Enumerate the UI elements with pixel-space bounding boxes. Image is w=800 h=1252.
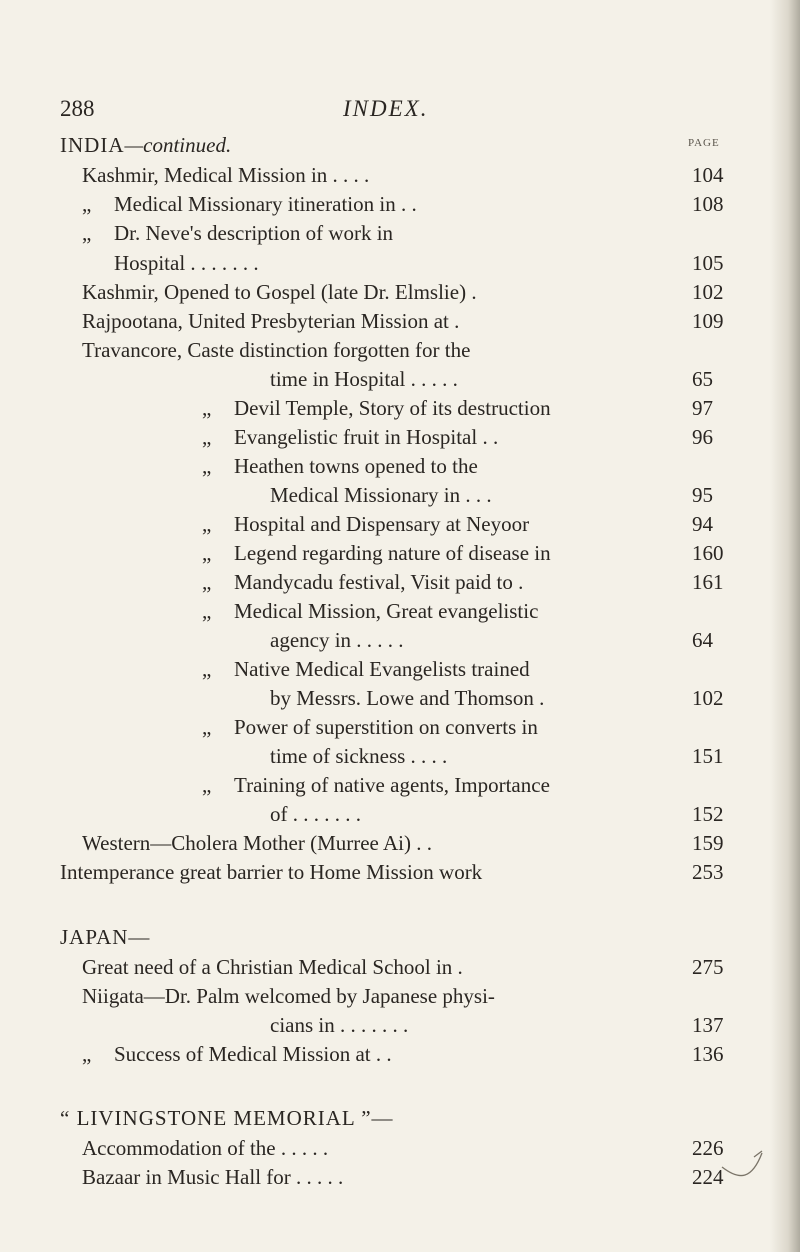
index-entry: „ Success of Medical Mission at . .	[82, 1039, 392, 1069]
entry-page: 136	[692, 1042, 724, 1066]
index-entry: Travancore, Caste distinction forgotten for the	[82, 338, 471, 362]
ditto-mark: „	[202, 773, 212, 797]
index-entry: „ Legend regarding nature of disease in	[202, 538, 551, 568]
index-entry: agency in . . . . .	[270, 628, 404, 652]
index-entry: Western—Cholera Mother (Murree Ai) . .	[82, 831, 432, 855]
ditto-mark: „	[202, 396, 212, 420]
index-entry: „ Native Medical Evangelists trained	[202, 654, 530, 684]
index-entry: by Messrs. Lowe and Thomson .	[270, 686, 545, 710]
entry-page: 64	[692, 628, 713, 652]
entry-page: 97	[692, 396, 713, 420]
ditto-mark: „	[82, 192, 92, 216]
ditto-mark: „	[202, 541, 212, 565]
ditto-mark: „	[202, 599, 212, 623]
page-column-header: PAGE	[688, 137, 720, 149]
entry-page: 96	[692, 425, 713, 449]
index-entry: of . . . . . . .	[270, 802, 361, 826]
entry-page: 105	[692, 251, 724, 275]
entry-page: 151	[692, 744, 724, 768]
index-entry: time of sickness . . . .	[270, 744, 448, 768]
index-entry: Niigata—Dr. Palm welcomed by Japanese physi-	[82, 984, 495, 1008]
index-entry: Kashmir, Medical Mission in . . . .	[82, 163, 370, 187]
ditto-mark: „	[202, 570, 212, 594]
entry-page: 65	[692, 367, 713, 391]
index-entry: Hospital . . . . . . .	[114, 251, 259, 275]
index-entry: „ Medical Missionary itineration in . .	[82, 189, 417, 219]
entry-page: 159	[692, 831, 724, 855]
ditto-mark: „	[202, 454, 212, 478]
index-entry: „ Heathen towns opened to the	[202, 451, 478, 481]
ditto-mark: „	[202, 715, 212, 739]
entry-page: 95	[692, 483, 713, 507]
index-entry: „ Dr. Neve's description of work in	[82, 218, 393, 248]
entry-page: 152	[692, 802, 724, 826]
index-entry: Accommodation of the . . . . .	[82, 1136, 329, 1160]
index-entry: Kashmir, Opened to Gospel (late Dr. Elmslie) .	[82, 280, 477, 304]
entry-page: 275	[692, 955, 724, 979]
index-entry: Rajpootana, United Presbyterian Mission at .	[82, 309, 460, 333]
ditto-mark: „	[202, 512, 212, 536]
entry-page: 161	[692, 570, 724, 594]
index-entry: time in Hospital . . . . .	[270, 367, 458, 391]
ditto-mark: „	[202, 657, 212, 681]
entry-page: 253	[692, 860, 724, 884]
index-entry: „ Power of superstition on converts in	[202, 712, 538, 742]
ditto-mark: „	[82, 1042, 92, 1066]
ditto-mark: „	[202, 425, 212, 449]
index-entry: „ Mandycadu festival, Visit paid to .	[202, 567, 523, 597]
index-entry: Intemperance great barrier to Home Mission work	[60, 860, 483, 884]
running-title: INDEX.	[343, 96, 429, 121]
entry-page: 137	[692, 1013, 724, 1037]
index-entry: Medical Missionary in . . .	[270, 483, 492, 507]
page-number: 288	[60, 96, 95, 121]
entry-page: 160	[692, 541, 724, 565]
index-entry: „ Devil Temple, Story of its destruction	[202, 393, 551, 423]
index-entry: „ Hospital and Dispensary at Neyoor	[202, 509, 529, 539]
japan-heading: JAPAN—	[60, 925, 151, 949]
index-entry: Bazaar in Music Hall for . . . . .	[82, 1165, 344, 1189]
entry-page: 102	[692, 280, 724, 304]
entry-page: 104	[692, 163, 724, 187]
index-entry: Great need of a Christian Medical School in .	[82, 955, 463, 979]
page-edge-shadow	[770, 0, 800, 1252]
entry-page: 109	[692, 309, 724, 333]
india-heading: INDIA—continued.	[60, 133, 232, 157]
entry-page: 224	[692, 1165, 724, 1189]
entry-page: 102	[692, 686, 724, 710]
entry-page: 94	[692, 512, 713, 536]
entry-page: 108	[692, 192, 724, 216]
ditto-mark: „	[82, 221, 92, 245]
index-entry: „ Evangelistic fruit in Hospital . .	[202, 422, 498, 452]
index-entry: „ Medical Mission, Great evangelistic	[202, 596, 538, 626]
livingstone-heading: “ LIVINGSTONE MEMORIAL ”—	[60, 1106, 394, 1130]
pencil-mark-icon	[710, 1135, 770, 1195]
index-entry: cians in . . . . . . .	[270, 1013, 409, 1037]
entry-page: 226	[692, 1136, 724, 1160]
index-entry: „ Training of native agents, Importance	[202, 770, 550, 800]
